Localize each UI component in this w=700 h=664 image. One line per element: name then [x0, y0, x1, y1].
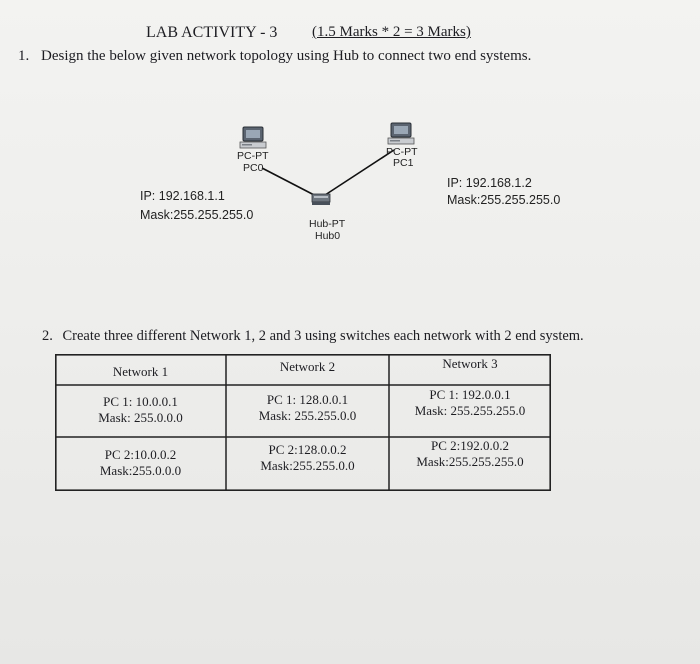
network-topology-diagram	[0, 0, 700, 330]
question-1-number: 1.	[18, 48, 30, 64]
question-1-text: Design the below given network topology using Hub to connect two end systems.	[41, 48, 532, 64]
cell-line-mask: Mask: 255.0.0.0	[98, 410, 183, 425]
table-cell-net1-pc1	[55, 394, 226, 426]
hub0-device-icon	[312, 194, 330, 205]
pc1-computer-icon	[388, 123, 414, 144]
cell-line-ip: PC 1: 192.0.0.1	[429, 387, 511, 402]
pc0-type-label: PC-PT	[237, 150, 269, 162]
table-cell-net3-pc1	[389, 387, 551, 419]
question-2-number: 2.	[42, 328, 53, 344]
pc0-name-label: PC0	[243, 162, 264, 174]
cell-line-ip: PC 1: 128.0.0.1	[266, 392, 349, 407]
pc1-mask-text: Mask:255.255.255.0	[447, 193, 561, 207]
link-pc0-hub0	[262, 168, 318, 197]
question-2-text: Create three different Network 1, 2 and 3 using switches each network with 2 end system.	[62, 328, 584, 344]
cell-line-mask: Mask:255.255.255.0	[416, 454, 524, 469]
pc0-computer-icon	[240, 127, 266, 148]
cell-line-mask: Mask:255.255.0.0	[260, 458, 355, 473]
hub0-name-label: Hub0	[315, 230, 341, 242]
cell-line-ip: PC 2:128.0.0.2	[268, 442, 347, 457]
question-2	[42, 328, 584, 345]
cell-line-mask: Mask:255.0.0.0	[99, 463, 182, 478]
network-table	[55, 354, 551, 491]
pc0-mask-text: Mask:255.255.255.0	[140, 208, 254, 222]
cell-line-mask: Mask: 255.255.0.0	[258, 408, 357, 423]
table-cell-net2-pc2	[226, 442, 389, 474]
cell-line-ip: PC 1: 10.0.0.1	[103, 394, 178, 409]
table-header-network-2: Network 2	[279, 359, 336, 374]
cell-line-ip: PC 2:10.0.0.2	[104, 447, 177, 462]
pc0-ip-text: IP: 192.168.1.1	[140, 189, 225, 203]
lab-title: LAB ACTIVITY - 3	[146, 24, 278, 41]
marks-note: (1.5 Marks * 2 = 3 Marks)	[312, 24, 471, 40]
cell-line-ip: PC 2:192.0.0.2	[430, 438, 509, 453]
table-cell-net2-pc1	[226, 392, 389, 424]
pc1-type-label: PC-PT	[386, 146, 418, 158]
hub0-type-label: Hub-PT	[309, 218, 346, 230]
link-pc1-hub0	[322, 150, 394, 197]
pc1-ip-text: IP: 192.168.1.2	[447, 176, 532, 190]
table-header-network-3: Network 3	[442, 356, 498, 371]
table-header-network-1: Network 1	[112, 364, 169, 379]
table-cell-net1-pc2	[55, 447, 226, 479]
pc1-name-label: PC1	[393, 157, 414, 169]
table-cell-net3-pc2	[389, 438, 551, 470]
cell-line-mask: Mask: 255.255.255.0	[414, 403, 526, 418]
